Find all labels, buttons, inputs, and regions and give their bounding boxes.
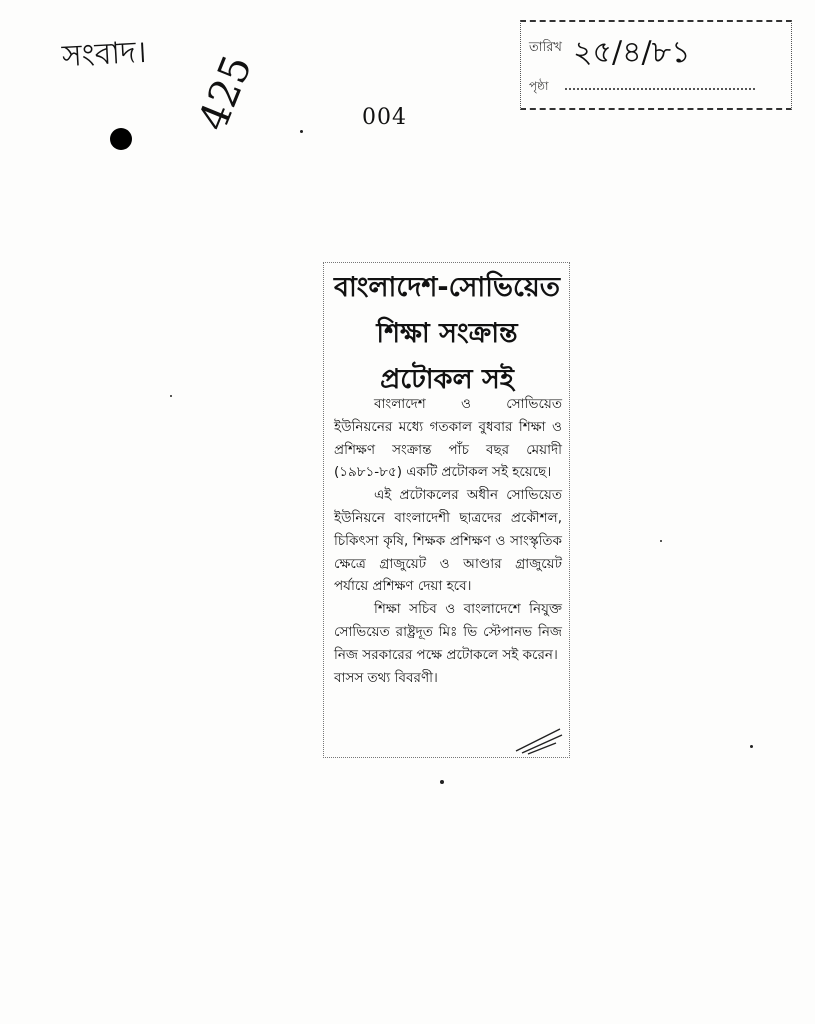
stamp-date-value: ২৫/৪/৮১ xyxy=(573,35,691,70)
punch-hole xyxy=(110,128,132,150)
scan-speck xyxy=(170,395,172,397)
clipping-closing: বাসস তথ্য বিবরণী। xyxy=(334,669,438,686)
signoff-scribble-icon xyxy=(514,725,564,755)
clipping-headline xyxy=(330,265,564,403)
scan-speck xyxy=(300,130,303,133)
headline-line: বাংলাদেশ-সোভিয়েত xyxy=(333,272,561,303)
body-paragraph: বাংলাদেশ ও সোভিয়েত ইউনিয়নের মধ্যে গতকাল বুধবার শিক্ষা ও প্রশিক্ষণ সংক্রান্ত পাঁচ বছর মেয়াদী (১৯৮১-৮৫) একটি প্রটোকল সই হয়েছে। xyxy=(334,396,562,481)
body-paragraph: এই প্রটোকলের অধীন সোভিয়েত ইউনিয়নে বাংলাদেশী ছাত্রদের প্রকৌশল, চিকিৎসা কৃষি, শিক্ষক প্রশিক্ষণ ও সাংস্কৃতিক ক্ষেত্রে গ্রাজুয়েট ও আণ্ডার গ্রাজুয়েট পর্যায়ে প্রশিক্ষণ দেয়া হবে। xyxy=(334,487,562,595)
scan-speck xyxy=(660,540,662,542)
stamp-page-label: পৃষ্ঠা xyxy=(529,79,549,93)
stamp-date-label: তারিখ xyxy=(529,40,562,55)
newspaper-clipping xyxy=(323,262,570,758)
handwritten-page-number: 425 xyxy=(190,49,262,138)
body-paragraph: শিক্ষা সচিব ও বাংলাদেশে নিযুক্ত সোভিয়েত রাষ্ট্রদূত মিঃ ভি স্টেপানভ নিজ নিজ সরকারের পক্ষে প্রটোকলে সই করেন। xyxy=(334,601,562,663)
handwritten-source-note: সংবাদ। xyxy=(61,34,148,75)
scan-speck xyxy=(440,780,444,784)
stamp-page-blank xyxy=(565,88,755,90)
headline-line: শিক্ষা সংক্রান্ত xyxy=(376,318,518,349)
date-stamp xyxy=(520,20,792,110)
clipping-body xyxy=(334,393,562,689)
headline-line: প্রটোকল সই xyxy=(380,364,514,395)
handwritten-file-number: 004 xyxy=(362,105,407,130)
scan-speck xyxy=(750,745,753,748)
